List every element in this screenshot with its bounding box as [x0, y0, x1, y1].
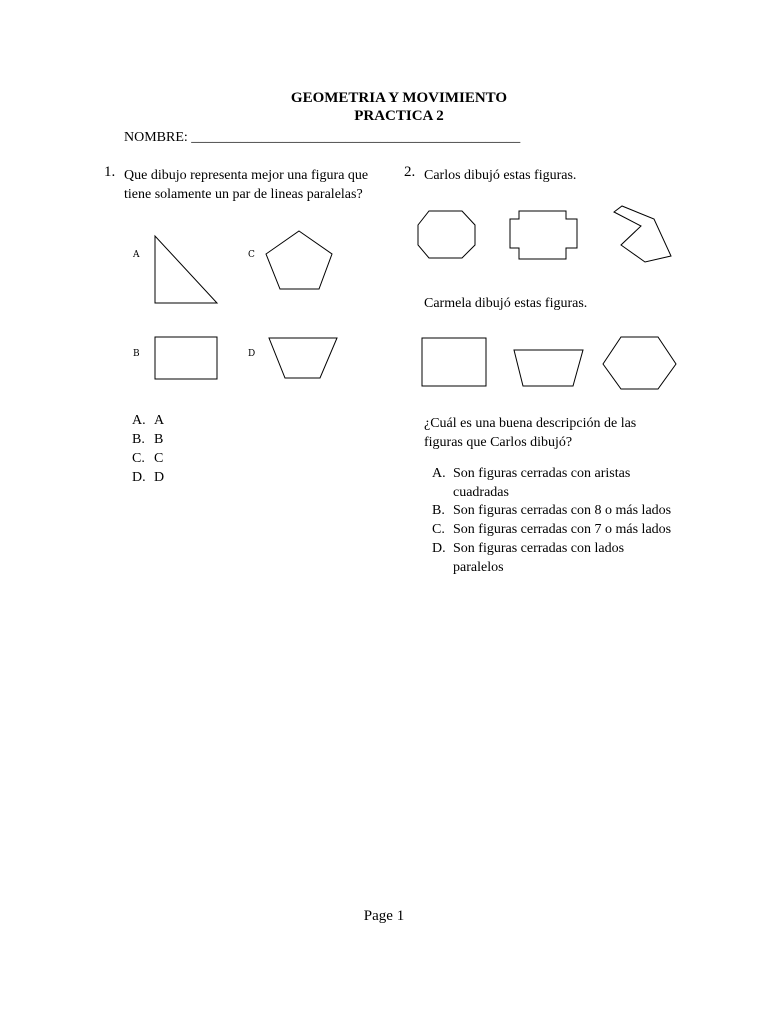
- question-2-text-line-2: figuras que Carlos dibujó?: [424, 435, 573, 450]
- option-text-line-2: paralelos: [453, 560, 504, 575]
- carmela-square: [422, 338, 486, 386]
- question-1-text-line-2: tiene solamente un par de lineas paralelas?: [124, 187, 363, 202]
- option-letter: D.: [132, 470, 146, 485]
- q2-option-d[interactable]: [432, 539, 702, 577]
- option-letter: A.: [432, 466, 446, 481]
- option-text-line-2: cuadradas: [453, 485, 509, 500]
- question-2-text-line-1: ¿Cuál es una buena descripción de las: [424, 416, 637, 431]
- option-letter: D.: [432, 541, 446, 556]
- option-text-line-1: Son figuras cerradas con lados: [453, 541, 625, 556]
- option-letter: A.: [132, 413, 146, 428]
- option-letter: B.: [132, 432, 145, 447]
- figure-label-a: A: [133, 250, 140, 260]
- option-letter: C.: [432, 522, 445, 537]
- question-2-number: 2.: [404, 164, 416, 180]
- option-text-line-1: Son figuras cerradas con 8 o más lados: [453, 503, 672, 518]
- q2-option-b[interactable]: [432, 501, 702, 520]
- carlos-text: Carlos dibujó estas figuras.: [424, 168, 577, 183]
- option-text: A: [154, 413, 165, 428]
- option-text-line-1: Son figuras cerradas con aristas: [453, 466, 631, 481]
- carmela-trapezoid: [514, 350, 583, 386]
- carmela-text: Carmela dibujó estas figuras.: [424, 296, 588, 311]
- name-field-label: NOMBRE: _______________________________________________: [124, 130, 521, 145]
- page-number: Page 1: [363, 908, 405, 924]
- question-1-text-line-1: Que dibujo representa mejor una figura que: [124, 168, 369, 183]
- q2-option-a[interactable]: [432, 464, 702, 502]
- option-letter: C.: [132, 451, 145, 466]
- figure-label-d: D: [248, 349, 256, 359]
- page-subtitle: PRACTICA 2: [354, 108, 444, 124]
- option-letter: B.: [432, 503, 445, 518]
- figure-label-c: C: [248, 250, 255, 260]
- question-1-number: 1.: [104, 164, 116, 180]
- option-text-line-1: Son figuras cerradas con 7 o más lados: [453, 522, 672, 537]
- option-text: D: [154, 470, 165, 485]
- carmela-hexagon: [603, 337, 676, 389]
- page-title: GEOMETRIA Y MOVIMIENTO: [290, 90, 508, 106]
- option-text: B: [154, 432, 164, 447]
- figure-label-b: B: [133, 349, 140, 359]
- q2-option-c[interactable]: [432, 520, 702, 539]
- option-text: C: [154, 451, 164, 466]
